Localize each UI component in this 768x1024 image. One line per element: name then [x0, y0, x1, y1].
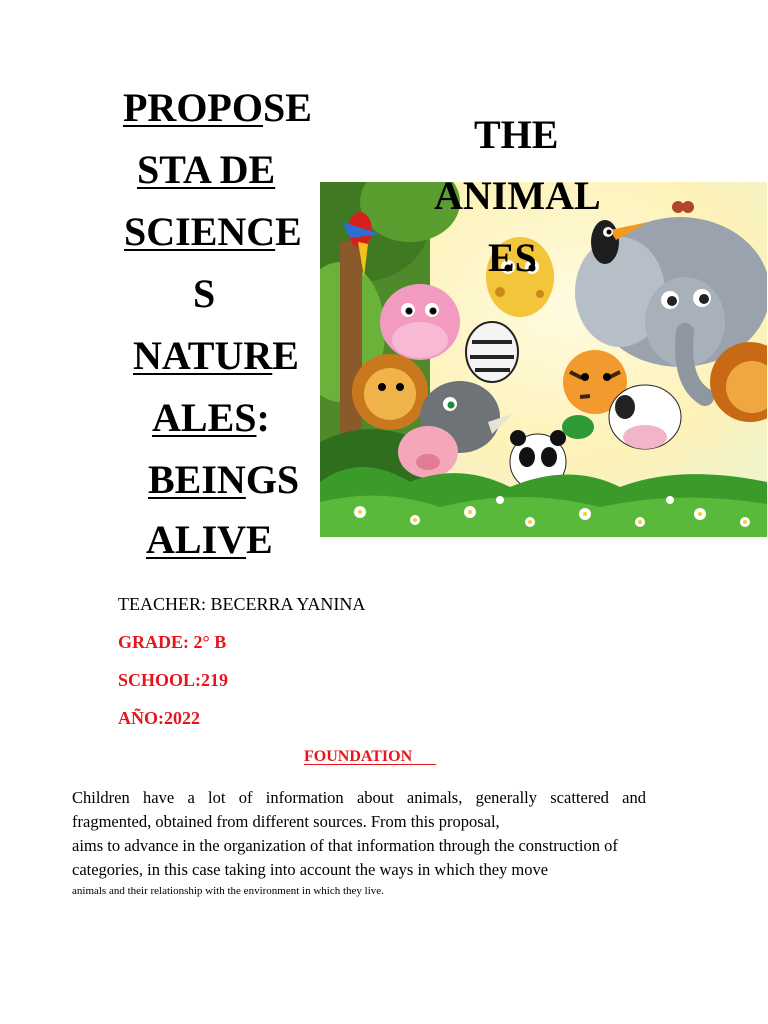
image-title-line-1: THE — [474, 112, 559, 157]
section-heading: FOUNDATION — [304, 748, 413, 765]
paragraph-line-1: Children have a lot of information about animals, generally scattered and — [72, 788, 646, 807]
image-title-line-3: ES — [488, 235, 537, 280]
title-line-5: NATURE — [133, 333, 299, 378]
title-line-3: SCIENCE — [124, 209, 302, 254]
title-line-7: BEINGS — [148, 457, 300, 502]
teacher-line: TEACHER: BECERRA YANINA — [118, 594, 366, 614]
title-line-1: PROPOSE — [123, 85, 312, 130]
grade-line: GRADE: 2° B — [118, 632, 227, 652]
paragraph-line-2: fragmented, obtained from different sources. From this proposal, — [72, 812, 500, 831]
title-line-6: ALES: — [152, 395, 270, 440]
title-line-4: S — [193, 271, 216, 316]
school-line: SCHOOL:219 — [118, 670, 229, 690]
title-line-2: STA DE — [137, 147, 276, 192]
paragraph-line-4: categories, in this case taking into account the ways in which they move — [72, 860, 549, 879]
title-line-8: ALIVE — [146, 517, 273, 562]
image-title-line-2: ANIMAL — [434, 173, 601, 218]
animals-illustration — [320, 182, 767, 537]
year-line: AÑO:2022 — [118, 708, 200, 728]
paragraph-line-5: animals and their relationship with the environment in which they live. — [72, 885, 384, 897]
paragraph-line-3: aims to advance in the organization of that information through the construction of — [72, 836, 618, 855]
